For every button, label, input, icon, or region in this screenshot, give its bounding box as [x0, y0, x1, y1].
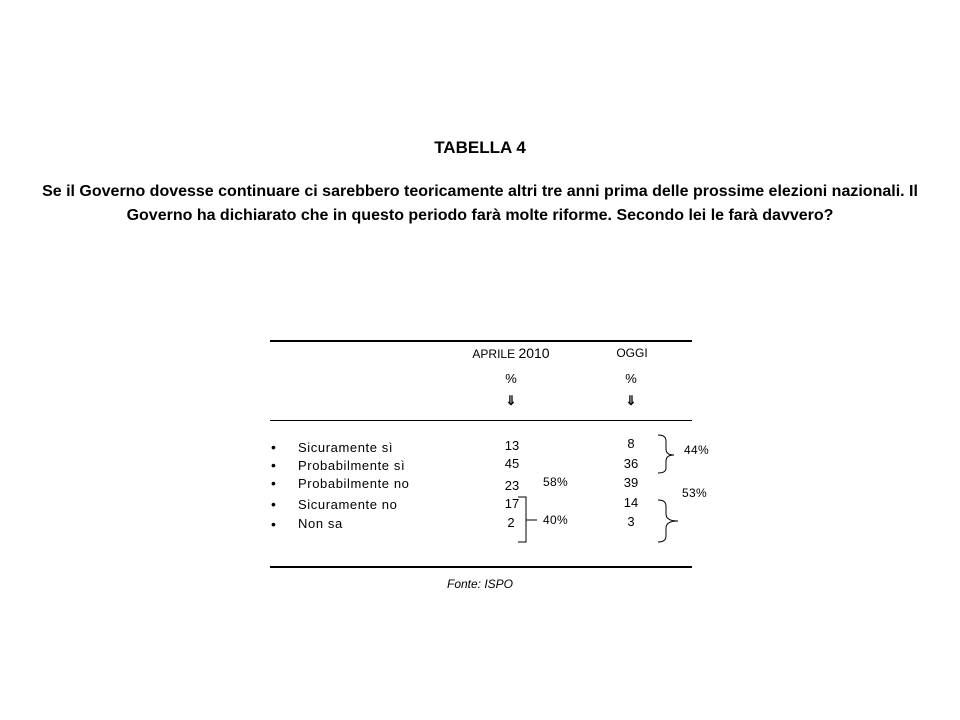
down-arrow-icon: ⇓ — [625, 393, 637, 408]
row-label: Probabilmente no — [298, 476, 410, 491]
value-oggi: 14 — [623, 495, 639, 510]
unit-oggi: % — [625, 371, 637, 386]
value-aprile: 2 — [507, 515, 515, 530]
bullet-icon: • — [271, 496, 276, 512]
bullet-icon: • — [271, 457, 276, 473]
bullet-icon: • — [271, 439, 276, 455]
value-oggi: 36 — [623, 456, 639, 471]
column-header-aprile: APRILE 2010 — [472, 345, 550, 361]
survey-question: Se il Governo dovesse continuare ci sarebbero teoricamente altri tre anni prima delle prossime elezioni nazionali. Il Governo ha dichiarato che in questo periodo farà molte riforme. Secondo lei le farà davvero? — [42, 183, 918, 224]
brace-oggi-positive — [658, 435, 674, 473]
brace-aprile-negative — [518, 497, 537, 542]
brace-oggi-negative — [658, 500, 678, 542]
source-note: Fonte: ISPO — [446, 577, 514, 591]
group-label-oggi-negative: 53% — [682, 486, 707, 500]
value-aprile: 17 — [504, 496, 520, 511]
row-label: Probabilmente sì — [298, 458, 406, 473]
bullet-icon: • — [271, 475, 276, 491]
unit-aprile: % — [505, 371, 517, 386]
table-title: TABELLA 4 — [434, 138, 526, 157]
group-label-oggi-positive: 44% — [684, 443, 709, 457]
group-label-aprile-positive: 58% — [543, 475, 568, 489]
column-header-oggi: OGGI — [616, 346, 648, 360]
value-oggi: 39 — [623, 475, 639, 490]
bullet-icon: • — [271, 516, 276, 532]
group-label-aprile-negative: 40% — [543, 513, 568, 527]
row-label: Sicuramente no — [298, 497, 398, 512]
row-label: Non sa — [298, 516, 343, 531]
row-label: Sicuramente sì — [298, 440, 394, 455]
value-oggi: 3 — [627, 514, 635, 529]
down-arrow-icon: ⇓ — [505, 393, 517, 408]
value-aprile: 23 — [504, 478, 520, 493]
value-aprile: 13 — [504, 438, 520, 453]
value-oggi: 8 — [627, 436, 635, 451]
value-aprile: 45 — [504, 456, 520, 471]
